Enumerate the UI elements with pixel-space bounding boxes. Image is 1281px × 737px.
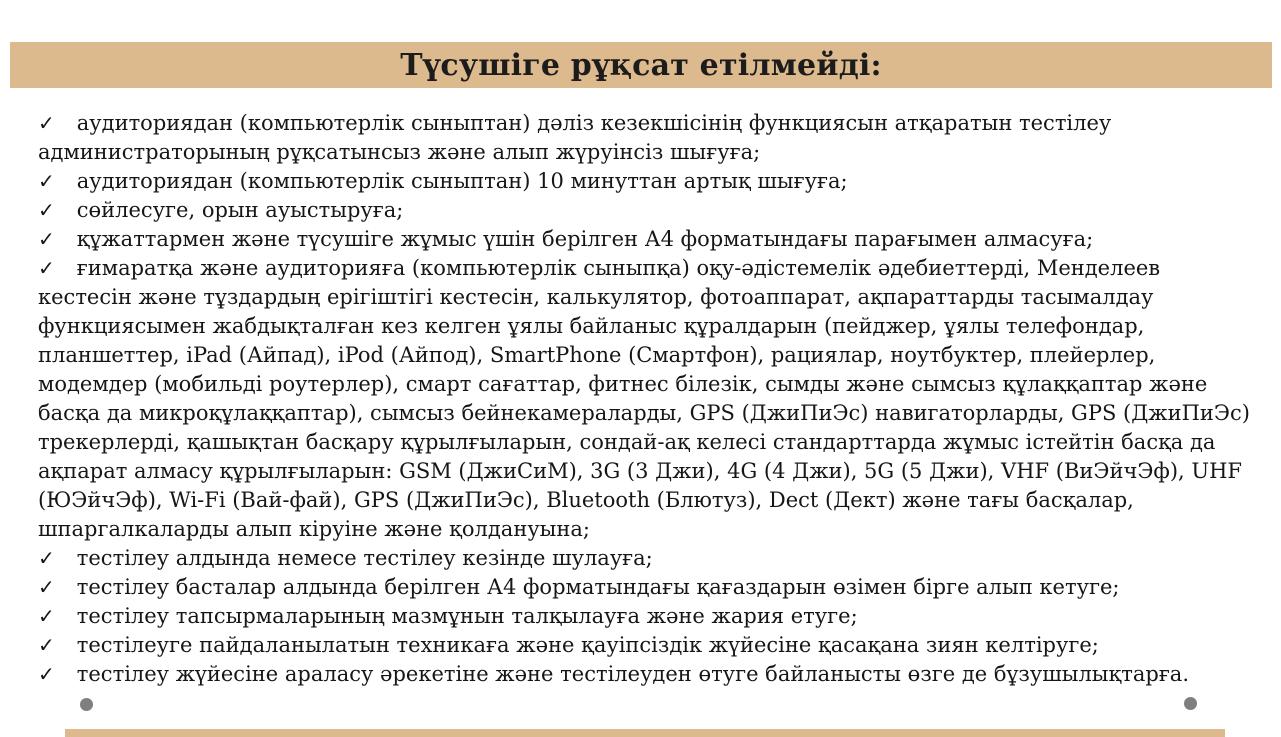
- bullet-item: [38, 254, 1253, 544]
- checkmark-icon: ✓: [38, 633, 55, 657]
- bullet-item: [38, 660, 1253, 689]
- checkmark-icon: ✓: [38, 256, 55, 280]
- bullet-item-text: тестілеуге пайдаланылатын техникаға және қауіпсіздік жүйесіне қасақана зиян келтіруге;: [76, 633, 1099, 657]
- checkmark-icon: ✓: [38, 111, 55, 135]
- bullet-item-text: сөйлесуге, орын ауыстыруға;: [76, 198, 404, 222]
- checkmark-icon: ✓: [38, 575, 55, 599]
- checkmark-icon: ✓: [38, 604, 55, 628]
- slide-body: [38, 109, 1253, 689]
- bullet-item-text: ғимаратқа және аудиторияға (компьютерлік сыныпқа) оқу-әдістемелік әдебиеттерді, Менделеев кестесін және тұздардың ерігіштігі кестесін, калькулятор, фотоаппарат, ақпараттарды тасымалдау функциясымен жабдықталған кез келген ұялы байланыс құралдарын (пейджер, ұялы телефондар, планшеттер, iPad (Айпад), iPod (Айпод), SmartPhone (Смартфон), рациялар, ноутбуктер, плейерлер, модемдер (мобильді роутерлер), смарт сағаттар, фитнес білезік, сымды және сымсыз құлаққаптар және басқа да микроқұлаққаптар), сымсыз бейнекамераларды, GPS (ДжиПиЭс) навигаторларды, GPS (ДжиПиЭс) трекерлерді, қашықтан басқару құрылғыларын, сондай-ақ келесі стандарттарда жұмыс істейтін басқа да ақпарат алмасу құрылғыларын: GSM (ДжиСиМ), 3G (3 Джи), 4G (4 Джи), 5G (5 Джи), VHF (ВиЭйчЭф), UHF (ЮЭйчЭф), Wi-Fi (Вай-фай), GPS (ДжиПиЭс), Bluetooth (Блютуз), Dect (Дект) және тағы басқалар, шпаргалкаларды алып кіруіне және қолдануына;: [38, 256, 1250, 541]
- bullet-item-text: тестілеу басталар алдында берілген А4 форматындағы қағаздарын өзімен бірге алып кетуге;: [76, 575, 1120, 599]
- bullet-item-text: тестілеу тапсырмаларының мазмұнын талқылауға және жария етуге;: [76, 604, 858, 628]
- bullet-item: [38, 602, 1253, 631]
- checkmark-icon: ✓: [38, 198, 55, 222]
- slide-title: Түсушіге рұқсат етілмейді:: [400, 47, 882, 83]
- bottom-accent-bar: [65, 729, 1225, 737]
- checkmark-icon: ✓: [38, 662, 55, 686]
- title-banner: [10, 42, 1272, 88]
- bullet-item: [38, 631, 1253, 660]
- bullet-item: [38, 109, 1253, 167]
- bullet-item: [38, 196, 1253, 225]
- bullet-item: [38, 573, 1253, 602]
- bullet-item-text: аудиториядан (компьютерлік сыныптан) дәліз кезекшісінің функциясын атқаратын тестілеу администраторының рұқсатынсыз және алып жүруінсіз шығуға;: [38, 111, 1112, 164]
- checkmark-icon: ✓: [38, 169, 55, 193]
- bullet-item-text: құжаттармен және түсушіге жұмыс үшін берілген А4 форматындағы парағымен алмасуға;: [76, 227, 1094, 251]
- bullet-item: [38, 167, 1253, 196]
- bullet-item: [38, 225, 1253, 254]
- decorative-dot-right: [1184, 697, 1197, 710]
- checkmark-icon: ✓: [38, 227, 55, 251]
- decorative-dot-left: [80, 698, 93, 711]
- bullet-item-text: тестілеу жүйесіне араласу әрекетіне және тестілеуден өтуге байланысты өзге де бұзушылықтарға.: [76, 662, 1190, 686]
- checkmark-icon: ✓: [38, 546, 55, 570]
- bullet-item-text: тестілеу алдында немесе тестілеу кезінде шулауға;: [76, 546, 653, 570]
- bullet-item-text: аудиториядан (компьютерлік сыныптан) 10 минуттан артық шығуға;: [76, 169, 848, 193]
- bullet-item: [38, 544, 1253, 573]
